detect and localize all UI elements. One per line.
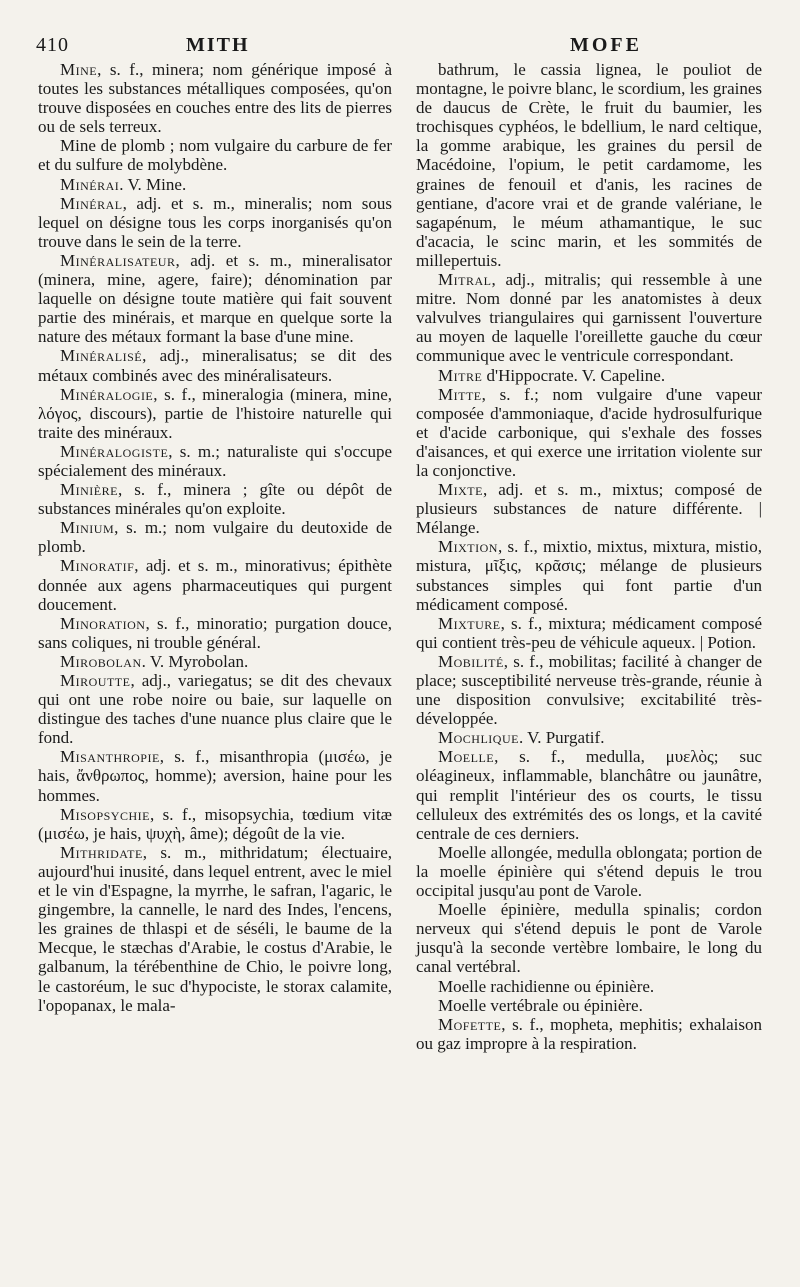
entry-headword: Mitte [438, 384, 482, 404]
entry-text: , s. f., misanthropia (μισέω, je hais, ἄνθρωπος, homme); aversion, haine pour les hommes. [38, 747, 392, 805]
entry-text: Moelle épinière, medulla spinalis; cordon nerveux qui s'étend depuis le pont de Varole jusqu'à la seconde vertèbre lombaire, le long du canal vertébral. [416, 900, 762, 977]
entry-text: , adj. et s. m., mineralis; nom sous lequel on désigne tous les corps inorganisés qu'on trouve dans le sein de la terre. [38, 193, 392, 251]
dictionary-entry [416, 900, 762, 976]
entry-headword: Minéralogiste [60, 441, 169, 461]
entry-headword: Minérai [60, 174, 120, 194]
entry-text: Moelle vertébrale ou épinière. [438, 995, 643, 1015]
entry-headword: Misopsychie [60, 804, 150, 824]
entry-text: Moelle allongée, medulla oblongata; portion de la moelle épinière qui s'étend depuis le trou occipital jusqu'au pont de Varole. [416, 842, 762, 901]
dictionary-entry [38, 805, 392, 843]
entry-headword: Mitral [438, 270, 492, 290]
dictionary-entry [38, 442, 392, 480]
dictionary-entry [416, 996, 762, 1015]
entry-text: . V. Mine. [119, 174, 187, 194]
dictionary-entry [38, 136, 392, 174]
dictionary-entry [416, 60, 762, 270]
dictionary-entry [38, 480, 392, 518]
entry-headword: Mitre [438, 365, 483, 385]
entry-text: , s. f., minera ; gîte ou dépôt de substances minérales qu'on exploite. [38, 480, 392, 519]
entry-text: , s. f., mixtio, mixtus, mixtura, mistio, mistura, μῖξις, κρᾶσις; mélange de plusieurs substances simples qui font partie d'un médicament composé. [416, 537, 762, 614]
right-column [416, 60, 762, 1053]
entry-text: , s. f., minoratio; purgation douce, sans coliques, ni trouble général. [38, 613, 392, 652]
entry-text: , s. f.; nom vulgaire d'une vapeur composée d'ammoniaque, d'acide hydrosulfurique et d'acide carbonique, qui s'exhale des fosses d'aisances, et qui exerce une irritation violente sur la conjonctive. [416, 384, 762, 480]
entry-text: , s. f., medulla, μυελὸς; suc oléagineux, inflammable, blanchâtre ou jaunâtre, qui remplit l'intérieur des os courts, le tissu celluleux des extrémités des os longs, et la cavité centrale de ces derniers. [416, 747, 762, 843]
entry-headword: Mobilité [438, 651, 504, 671]
entry-text: , adj., mitralis; qui ressemble à une mitre. Nom donné par les anatomistes à deux valvulves triangulaires qui garnissent l'ouverture au moyen de laquelle l'oreillette gauche du cœur communique avec le ventricule correspondant. [416, 270, 762, 366]
dictionary-entry [38, 175, 392, 194]
entry-text: Moelle rachidienne ou épinière. [438, 976, 655, 996]
dictionary-entry [38, 60, 392, 136]
dictionary-entry [38, 843, 392, 1015]
dictionary-entry [38, 671, 392, 747]
entry-text: bathrum, le cassia lignea, le pouliot de montagne, le poivre blanc, le scordium, les graines de daucus de Crète, le fruit du baumier, les trochisques cyphéos, le bdellium, le nard celtique, la gomme arabique, les graines du persil de Macédoine, l'opium, le petit cardamome, les graines de fenouil et d'anis, les racines de gentiane, d'acore vrai et de grande valériane, le sagapénum, le méum athamantique, le suc d'acacia, le scinc marin, et les sommités de millepertuis. [416, 60, 762, 270]
dictionary-entry [416, 747, 762, 842]
dictionary-entry [416, 843, 762, 900]
entry-headword: Minium [60, 518, 115, 538]
entry-headword: Mochlique [438, 728, 519, 748]
entry-text: , adj. et s. m., mixtus; composé de plusieurs substances de nature différente. | Mélange. [416, 480, 762, 538]
entry-headword: Mixte [438, 480, 483, 500]
entry-text: , s. f., mineralogia (minera, mine, λόγος, discours), partie de l'histoire naturelle qui traite des minéraux. [38, 384, 392, 442]
dictionary-entry [416, 366, 762, 385]
dictionary-entry [38, 556, 392, 613]
dictionary-entry [416, 728, 762, 747]
left-column [38, 60, 392, 1015]
entry-text: , s. m., mithridatum; électuaire, aujourd'hui inusité, dans lequel entrent, avec le miel et le vin d'Espagne, la myrrhe, le safran, l'agaric, le gingembre, la cannelle, le nard des Indes, l'encens, les graines de thlaspi et de séséli, le baume de la Mecque, le stæchas d'Arabie, le costus d'Arabie, le galbanum, la térébenthine de Chio, le poivre long, le castoréum, le suc d'hypociste, le storax calamite, l'opopanax, le mala- [38, 842, 392, 1015]
entry-text: , adj., mineralisatus; se dit des métaux combinés avec des minéralisateurs. [38, 346, 392, 385]
dictionary-entry [416, 614, 762, 652]
entry-headword: Misanthropie [60, 747, 160, 767]
entry-text: , adj., variegatus; se dit des chevaux qui ont une robe noire ou baie, sur laquelle on distingue des taches d'une nuance plus claire que le fond. [38, 671, 392, 748]
entry-headword: Minéral [60, 193, 123, 213]
entry-headword: Minéralisateur [60, 250, 176, 270]
entry-text: , s. m.; nom vulgaire du deutoxide de plomb. [38, 518, 392, 557]
entry-text: , s. f., mixtura; médicament composé qui contient très-peu de véhicule aqueux. | Potion. [416, 613, 762, 652]
entry-headword: Mithridate [60, 842, 143, 862]
dictionary-entry [38, 385, 392, 442]
entry-headword: Minoration [60, 613, 146, 633]
entry-text: , s. f., mopheta, mephitis; exhalaison ou gaz impropre à la respiration. [416, 1014, 762, 1053]
dictionary-entry [416, 652, 762, 728]
dictionary-entry [38, 652, 392, 671]
entry-text: , s. m.; naturaliste qui s'occupe spécialement des minéraux. [38, 441, 392, 480]
entry-headword: Miroutte [60, 671, 131, 690]
dictionary-entry [38, 251, 392, 346]
entry-text: , adj. et s. m., minorativus; épithète donnée aux agens pharmaceutiques qui purgent doucement. [38, 556, 392, 614]
entry-text: Mine de plomb ; nom vulgaire du carbure de fer et du sulfure de molybdène. [38, 136, 392, 175]
entry-headword: Mirobolan [60, 651, 142, 671]
dictionary-entry [38, 194, 392, 251]
entry-headword: Mine [60, 60, 98, 79]
dictionary-entry [38, 614, 392, 652]
dictionary-entry [416, 480, 762, 537]
entry-headword: Mixture [438, 613, 501, 633]
dictionary-entry [38, 346, 392, 384]
entry-headword: Minière [60, 480, 118, 500]
page-number: 410 [36, 34, 69, 56]
dictionary-entry [416, 270, 762, 365]
entry-text: , s. f., minera; nom générique imposé à toutes les substances métalliques composées, qu'on trouve disposées en couches entre des lits de pierres ou de sels terreux. [38, 60, 392, 137]
dictionary-entry [416, 1015, 762, 1053]
dictionary-entry [416, 537, 762, 613]
entry-headword: Mixtion [438, 537, 498, 557]
entry-text: d'Hippocrate. V. Capeline. [482, 365, 666, 385]
left-running-headword: MITH [186, 34, 250, 56]
dictionary-entry [416, 977, 762, 996]
entry-text: , s. f., mobilitas; facilité à changer de place; susceptibilité nerveuse très-grande, réunie à une disposition convulsive; excitabilité très-développée. [416, 651, 762, 729]
right-running-headword: MOFE [570, 34, 642, 56]
entry-text: , s. f., misopsychia, tœdium vitæ (μισέω, je hais, ψυχὴ, âme); dégoût de la vie. [38, 804, 392, 843]
dictionary-entry [38, 747, 392, 804]
entry-headword: Minéralogie [60, 384, 154, 404]
dictionary-entry [416, 385, 762, 480]
entry-headword: Moelle [438, 747, 495, 767]
entry-text: . V. Purgatif. [518, 728, 605, 748]
entry-text: . V. Myrobolan. [141, 651, 249, 671]
dictionary-entry [38, 518, 392, 556]
running-header [36, 34, 772, 60]
entry-text: , adj. et s. m., mineralisator (minera, mine, agere, faire); dénomination par laquelle on désigne toute matière qui fait souvent partie des minérais, et marque en quelque sorte la nature des métaux formant la base d'une mine. [38, 250, 392, 347]
entry-headword: Minoratif [60, 556, 135, 576]
entry-headword: Minéralisé [60, 346, 143, 366]
entry-headword: Mofette [438, 1014, 502, 1034]
